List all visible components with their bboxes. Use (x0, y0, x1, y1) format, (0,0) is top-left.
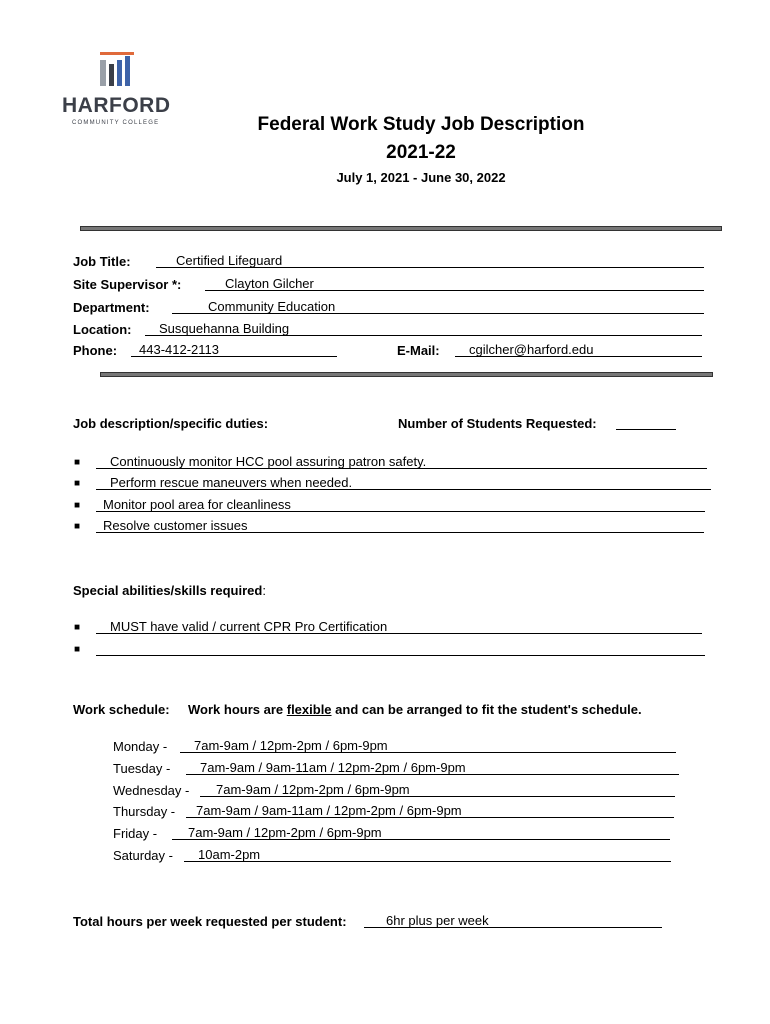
duty-bullet: ■ (74, 457, 81, 468)
skills-label: Special abilities/skills required (73, 583, 263, 598)
total-hours-label: Total hours per week requested per student: (73, 914, 347, 929)
department-field[interactable] (172, 298, 704, 314)
total-hours-value: 6hr plus per week (386, 913, 489, 928)
document-title: Federal Work Study Job Description (257, 114, 585, 135)
schedule-hours-field[interactable]: 7am-9am / 12pm-2pm / 6pm-9pm (172, 824, 670, 840)
total-hours-field[interactable] (364, 912, 662, 928)
schedule-hours-field[interactable]: 7am-9am / 9am-11am / 12pm-2pm / 6pm-9pm (186, 802, 674, 818)
phone-label: Phone: (73, 343, 118, 358)
skills-heading: Special abilities/skills required: (73, 583, 266, 598)
schedule-hours-field[interactable]: 7am-9am / 12pm-2pm / 6pm-9pm (200, 781, 675, 797)
schedule-day-label: Thursday - (113, 804, 176, 819)
schedule-day-label: Saturday - (113, 848, 173, 863)
phone-value: 443-412-2113 (139, 342, 219, 357)
schedule-day-label: Wednesday - (113, 783, 190, 798)
skill-item[interactable] (96, 640, 705, 656)
location-label: Location: (73, 322, 132, 337)
duty-item[interactable]: Resolve customer issues (96, 517, 704, 533)
duty-item[interactable]: Monitor pool area for cleanliness (96, 496, 705, 512)
supervisor-value: Clayton Gilcher (225, 276, 314, 291)
duty-bullet: ■ (74, 521, 81, 532)
email-label: E-Mail: (397, 343, 440, 358)
schedule-hours-field[interactable]: 7am-9am / 12pm-2pm / 6pm-9pm (180, 737, 676, 753)
duty-bullet: ■ (74, 500, 81, 511)
location-field[interactable] (145, 320, 702, 336)
duty-bullet: ■ (74, 478, 81, 489)
duty-item[interactable]: Perform rescue maneuvers when needed. (96, 474, 711, 490)
job-title-label: Job Title: (73, 254, 131, 269)
schedule-day-label: Tuesday - (113, 761, 171, 776)
college-logo (62, 50, 172, 130)
schedule-note: Work hours are flexible and can be arranged to fit the student's schedule. (188, 702, 642, 717)
document-year: 2021-22 (386, 142, 456, 163)
schedule-label: Work schedule: (73, 702, 170, 717)
logo-subtitle: COMMUNITY COLLEGE (72, 120, 160, 126)
logo-name: HARFORD (62, 94, 171, 117)
supervisor-label: Site Supervisor *: (73, 277, 182, 292)
email-field[interactable] (455, 341, 702, 357)
logo-mark-icon (98, 50, 138, 90)
top-divider (80, 226, 722, 231)
schedule-day-label: Friday - (113, 826, 158, 841)
phone-field[interactable] (131, 341, 337, 357)
students-requested-label: Number of Students Requested: (398, 416, 597, 431)
fields-divider (100, 372, 713, 377)
email-value: cgilcher@harford.edu (469, 342, 594, 357)
skill-bullet: ■ (74, 622, 81, 633)
department-label: Department: (73, 300, 150, 315)
skill-item[interactable]: MUST have valid / current CPR Pro Certification (96, 618, 702, 634)
duty-item[interactable]: Continuously monitor HCC pool assuring patron safety. (96, 453, 707, 469)
students-requested-field[interactable] (616, 414, 676, 430)
department-value: Community Education (208, 299, 336, 314)
location-value: Susquehanna Building (159, 321, 290, 336)
skill-bullet: ■ (74, 644, 81, 655)
schedule-hours-field[interactable]: 10am-2pm (184, 846, 671, 862)
duties-label: Job description/specific duties: (73, 416, 269, 431)
document-dates: July 1, 2021 - June 30, 2022 (336, 170, 506, 185)
schedule-hours-field[interactable]: 7am-9am / 9am-11am / 12pm-2pm / 6pm-9pm (186, 759, 679, 775)
schedule-day-label: Monday - (113, 739, 168, 754)
supervisor-field[interactable] (205, 275, 704, 291)
job-title-value: Certified Lifeguard (176, 253, 283, 268)
job-title-field[interactable] (156, 252, 704, 268)
